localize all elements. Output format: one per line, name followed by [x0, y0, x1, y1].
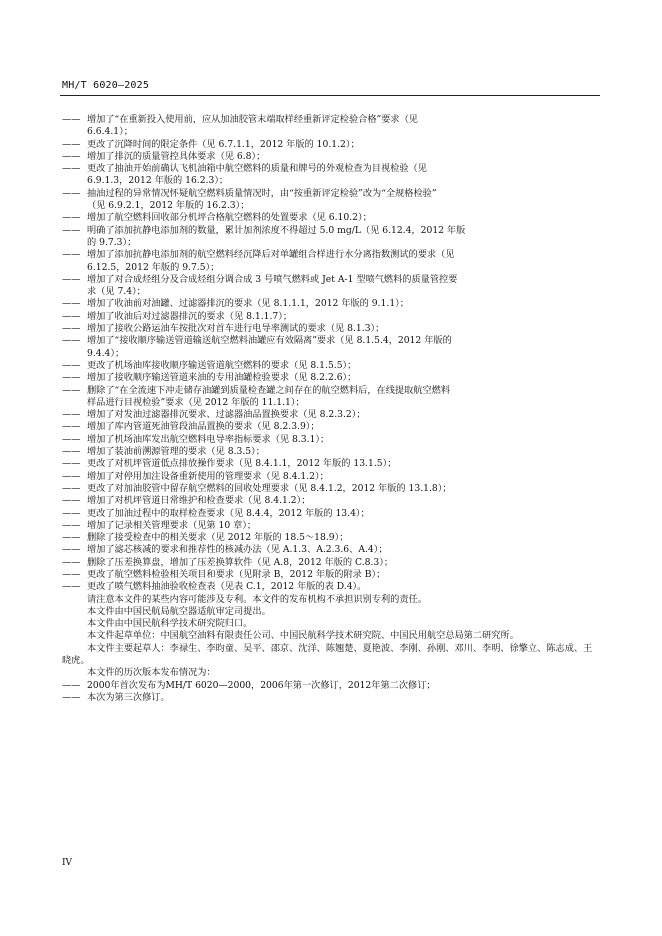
list-item [62, 225, 600, 250]
foreword-paragraphs [62, 594, 600, 680]
list-item-text: 抽油过程的异常情况怀疑航空燃料质量情况时，由“按重新评定检验”改为“全规格检验” （见 6.9.2.1，2012 年版的 16.2.3）； [87, 187, 437, 212]
list-item [62, 151, 600, 163]
list-item-text: 增加了接收顺序输送管道来油的专用油罐检验要求（见 8.2.2.6）； [87, 372, 357, 384]
list-item-text: 增加了对发油过滤器排沉要求、过滤器油品置换要求（见 8.2.3.2）； [87, 409, 366, 421]
list-dash: —— [62, 544, 81, 556]
paragraph: 本文件起草单位：中国航空油料有限责任公司、中国民航科学技术研究院、中国民用航空总局第二研究所。 [87, 630, 519, 642]
list-item-text: 2000年首次发布为MH/T 6020—2000，2006年第一次修订，2012年第二次修订； [87, 679, 436, 691]
list-item-text: 增加了“接收顺序输送管道输送航空燃料油罐应有效隔离”要求（见 8.1.5.4，2012 年版的 9.4.4）； [87, 335, 452, 359]
paragraph: 本文件的历次版本发布情况为： [87, 667, 216, 679]
list-dash: —— [62, 372, 81, 384]
list-item-text: 增加了接收公路运油车按批次对首车进行电导率测试的要求（见 8.1.3）； [87, 323, 385, 335]
list-item [62, 360, 600, 372]
list-dash: —— [62, 224, 81, 236]
list-item-text: 增加了库内管道死油管段油品置换的要求（见 8.2.3.9）； [87, 421, 320, 433]
list-item [62, 409, 600, 421]
list-dash: —— [62, 458, 81, 470]
list-dash: —— [62, 150, 81, 162]
list-item-text: 更改了机场油库接收顺序输送管道航空燃料的要求（见 8.1.5.5）； [87, 359, 357, 371]
list-item [62, 458, 600, 470]
list-item-text: 增加了添加抗静电添加剂的航空燃料经沉降后对单罐组合样进行水分离指数测试的要求（见 6.12.5，2012 年版的 9.7.5）； [87, 249, 455, 273]
list-item [62, 434, 600, 446]
list-item [62, 520, 600, 532]
page-number: IV [62, 858, 73, 868]
list-dash: —— [62, 384, 81, 396]
list-item [62, 508, 600, 520]
header-rule [60, 95, 600, 96]
list-dash: —— [62, 556, 81, 568]
list-dash: —— [62, 323, 81, 335]
list-item [62, 692, 600, 704]
change-list [62, 114, 600, 594]
version-history-list [62, 680, 600, 705]
list-dash: —— [62, 433, 81, 445]
list-item-text: 增加了“在重新投入使用前，应从加油胶管末端取样经重新评定检验合格”要求（见 6.6.4.1）； [87, 114, 418, 138]
list-item-text: 更改了对机坪管道低点排放操作要求（见 8.4.1.1，2012 年版的 13.1.5）； [87, 458, 397, 470]
list-item-text: 删除了压差换算盘，增加了压差换算软件（见 A.8，2012 年版的 C.8.3）； [87, 556, 394, 568]
list-dash: —— [62, 335, 81, 347]
list-dash: —— [62, 138, 81, 150]
list-item-text: 增加了对机坪管道日常维护和检查要求（见 8.4.1.2）； [87, 495, 311, 507]
paragraph: 本文件由中国民航局航空器适航审定司提出。 [87, 605, 271, 617]
list-item [62, 385, 600, 410]
list-item-text: 删除了接受检查中的相关要求（见 2012 年版的 18.5～18.9）； [87, 532, 349, 544]
list-dash: —— [62, 298, 81, 310]
list-dash: —— [62, 359, 81, 371]
list-item [62, 188, 600, 213]
list-item-text: 更改了抽油开始前确认飞机油箱中航空燃料的质量和牌号的外观检查为目视检验（见 6.9.1.3，2012 年版的 16.2.3）； [87, 163, 427, 187]
list-item [62, 569, 600, 581]
list-item [62, 421, 600, 433]
list-item-text: 增加了对合成烃组分及合成烃组分调合成 3 号喷气燃料或 Jet A-1 型喷气燃料的质量管控要 求（见 7.4）； [87, 273, 458, 298]
list-dash: —— [62, 273, 81, 285]
list-item [62, 471, 600, 483]
list-item-text: 明确了添加抗静电添加剂的数量，累计加剂浓度不得超过 5.0 mg/L（见 6.12.4，2012 年版 的 9.7.3）； [87, 224, 466, 248]
list-item [62, 274, 600, 299]
list-dash: —— [62, 507, 81, 519]
list-dash: —— [62, 679, 81, 691]
list-dash: —— [62, 249, 81, 261]
list-item [62, 532, 600, 544]
paragraph: 本文件由中国民航科学技术研究院归口。 [87, 618, 253, 630]
list-item-text: 增加了收油前对油罐、过滤器排沉的要求（见 8.1.1.1，2012 年版的 9.1.1）； [87, 298, 409, 310]
document-number: MH/T 6020—2025 [62, 80, 150, 91]
list-item [62, 581, 600, 593]
list-dash: —— [62, 532, 81, 544]
list-item-text: 更改了沉降时间的限定条件（见 6.7.1.1，2012 年版的 10.1.2）； [87, 138, 360, 150]
list-item [62, 311, 600, 323]
list-item-text: 增加了滤芯核减的要求和推荐性的核减办法（见 A.1.3、A.2.3.6、A.4）； [87, 544, 388, 556]
list-dash: —— [62, 163, 81, 175]
list-item-text: 增加了对停用加注设备重新使用的管理要求（见 8.4.1.2）； [87, 470, 329, 482]
list-item [62, 557, 600, 569]
list-item [62, 483, 600, 495]
list-item-text: 更改了加油过程中的取样检查要求（见 8.4.4，2012 年版的 13.4）； [87, 507, 370, 519]
list-item [62, 495, 600, 507]
list-item-text: 增加了装油前溯源管理的要求（见 8.3.5）； [87, 446, 265, 458]
list-dash: —— [62, 519, 81, 531]
list-item [62, 335, 600, 360]
list-item [62, 680, 600, 692]
list-item [62, 544, 600, 556]
list-item [62, 372, 600, 384]
list-item [62, 298, 600, 310]
list-dash: —— [62, 495, 81, 507]
list-item-text: 更改了航空燃料检验相关项目和要求（见附录 B，2012 年版的附录 B）； [87, 568, 386, 580]
list-item-text: 删除了“在全流速下冲走储存油罐到质量检查罐之间存在的航空燃料后，在线提取航空燃料 样品进行目视检验”要求（见 2012 年版的 11.1.1）； [87, 384, 451, 408]
list-dash: —— [62, 409, 81, 421]
list-item-text: 更改了喷气燃料抽油验收检查表（见表 C.1，2012 年版的表 D.4）。 [87, 581, 367, 593]
list-item [62, 249, 600, 274]
list-item-text: 增加了收油后对过滤器排沉的要求（见 8.1.1.7）； [87, 310, 293, 322]
list-item [62, 114, 600, 139]
list-dash: —— [62, 691, 81, 703]
list-dash: —— [62, 114, 81, 125]
list-item-text: 更改了对加油胶管中留存航空燃料的回收处理要求（见 8.4.1.2，2012 年版的 13.1.8）； [87, 482, 452, 494]
paragraph: 本文件主要起草人：李禄生、李昀童、吴平、邵京、沈洋、陈翘楚、夏艳波、李刚、孙刚、邓川、李明、徐擎立、陈志成、王晓虎。 [62, 642, 593, 667]
list-dash: —— [62, 581, 81, 593]
list-item [62, 212, 600, 224]
document-body [62, 114, 600, 704]
list-dash: —— [62, 470, 81, 482]
list-dash: —— [62, 421, 81, 433]
list-dash: —— [62, 212, 81, 224]
list-dash: —— [62, 446, 81, 458]
list-item-text: 增加了机场油库发出航空燃料电导率指标要求（见 8.3.1）； [87, 433, 330, 445]
list-item-text: 增加了航空燃料回收部分机坪合格航空燃料的处置要求（见 6.10.2）； [87, 212, 372, 224]
list-item [62, 163, 600, 188]
list-item-text: 增加了排沉的质量管控具体要求（见 6.8）； [87, 150, 266, 162]
list-item [62, 139, 600, 151]
list-item-text: 本次为第三次修订。 [87, 691, 170, 703]
paragraph: 请注意本文件的某些内容可能涉及专利。本文件的发布机构不承担识别专利的责任。 [87, 593, 427, 605]
list-dash: —— [62, 310, 81, 322]
list-item [62, 446, 600, 458]
list-dash: —— [62, 568, 81, 580]
list-dash: —— [62, 482, 81, 494]
list-item-text: 增加了记录相关管理要求（见第 10 章）； [87, 519, 257, 531]
list-item [62, 323, 600, 335]
list-dash: —— [62, 187, 81, 199]
